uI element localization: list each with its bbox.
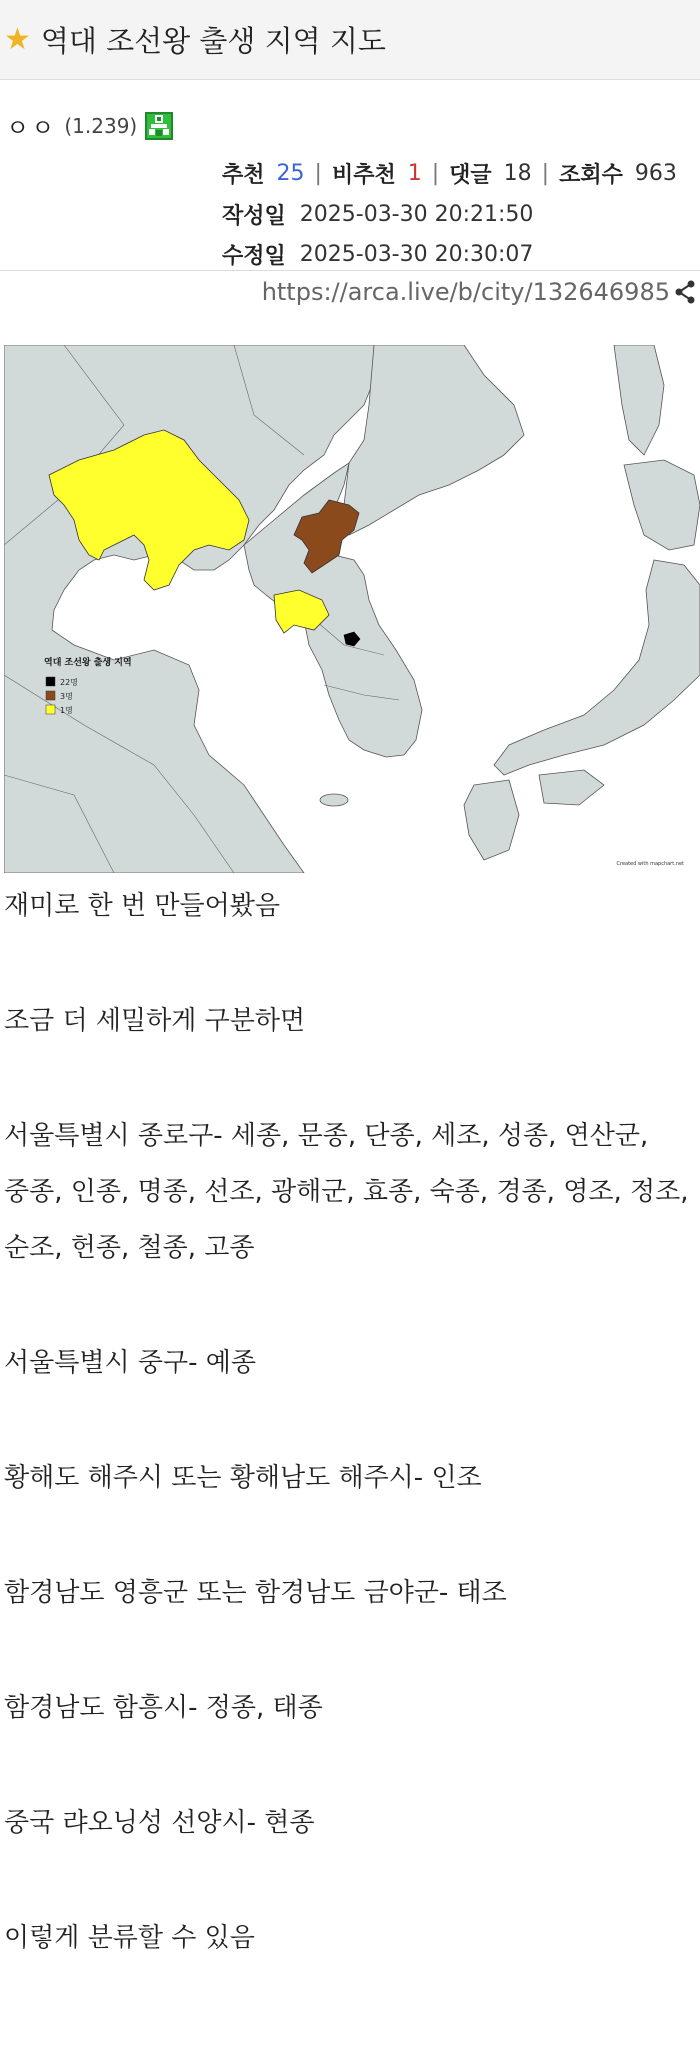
body-paragraph: 재미로 한 번 만들어봤음 <box>4 891 280 921</box>
unrecommend-label: 비추천 <box>331 163 396 188</box>
legend-label-yellow: 1명 <box>60 706 73 715</box>
birthplace-map[interactable] <box>4 345 700 873</box>
views-label: 조회수 <box>559 163 623 188</box>
body-paragraph: 이렇게 분류할 수 있음 <box>4 1923 255 1953</box>
legend-swatch-black <box>46 677 55 686</box>
paragraph-gap <box>4 1621 694 1680</box>
paragraph-gap <box>4 934 694 993</box>
paragraph-gap <box>4 1851 694 1910</box>
author-level: (1.239) <box>64 113 138 138</box>
post-header <box>0 0 700 80</box>
created-date: 2025-03-30 20:21:50 <box>299 202 534 227</box>
recommend-count: 25 <box>276 161 305 186</box>
modified-date-row <box>222 239 533 270</box>
post-title: 역대 조선왕 출생 지역 지도 <box>40 24 386 58</box>
jeju-land <box>320 794 348 806</box>
body-paragraph: 조금 더 세밀하게 구분하면 <box>4 1006 306 1036</box>
paragraph-gap <box>4 1276 694 1335</box>
comments-label: 댓글 <box>449 163 492 188</box>
body-paragraph: 서울특별시 종로구- 세종, 문종, 단종, 세조, 성종, 연산군, 중종, 인종, 명종, 선조, 광해군, 효종, 숙종, 경종, 영조, 정조, 순조, 헌종, 철종, 고종 <box>4 1121 689 1263</box>
separator: | <box>314 161 322 186</box>
recommend-label: 추천 <box>222 163 265 188</box>
paragraph-gap <box>4 1506 694 1565</box>
comments-count: 18 <box>503 161 532 186</box>
modified-label: 수정일 <box>222 244 286 269</box>
paragraph-gap <box>4 1049 694 1108</box>
legend-swatch-brown <box>46 691 55 700</box>
separator: | <box>431 161 440 186</box>
author-badge-icon <box>145 112 173 140</box>
body-paragraph: 황해도 해주시 또는 황해남도 해주시- 인조 <box>4 1463 482 1493</box>
post-body <box>4 878 694 1966</box>
unrecommend-count: 1 <box>407 161 422 186</box>
modified-date: 2025-03-30 20:30:07 <box>299 242 534 267</box>
legend-swatch-yellow <box>46 705 55 714</box>
legend-label-black: 22명 <box>60 678 78 687</box>
body-paragraph: 함경남도 영흥군 또는 함경남도 금야군- 태조 <box>4 1578 507 1608</box>
body-paragraph: 중국 랴오닝성 선양시- 현종 <box>4 1808 315 1838</box>
views-count: 963 <box>634 161 677 186</box>
body-paragraph: 서울특별시 중구- 예종 <box>4 1348 256 1378</box>
legend-label-brown: 3명 <box>60 692 73 701</box>
post-meta <box>0 80 700 271</box>
paragraph-gap <box>4 1736 694 1795</box>
share-icon[interactable] <box>674 280 696 304</box>
map-svg <box>4 345 700 873</box>
body-paragraph: 함경남도 함흥시- 정종, 태종 <box>4 1693 323 1723</box>
author-name[interactable]: ㅇㅇ <box>6 114 57 142</box>
created-label: 작성일 <box>222 204 286 229</box>
paragraph-gap <box>4 1391 694 1450</box>
post-url-row <box>262 278 696 306</box>
map-legend-title: 역대 조선왕 출생 지역 <box>44 658 132 668</box>
author-info[interactable] <box>6 108 173 143</box>
created-date-row <box>222 199 533 230</box>
star-icon[interactable]: ★ <box>4 21 31 57</box>
separator: | <box>541 161 550 186</box>
map-credit: Created with mapchart.net <box>616 861 684 867</box>
post-stats <box>222 158 677 189</box>
post-url-link[interactable]: https://arca.live/b/city/132646985 <box>261 278 670 306</box>
